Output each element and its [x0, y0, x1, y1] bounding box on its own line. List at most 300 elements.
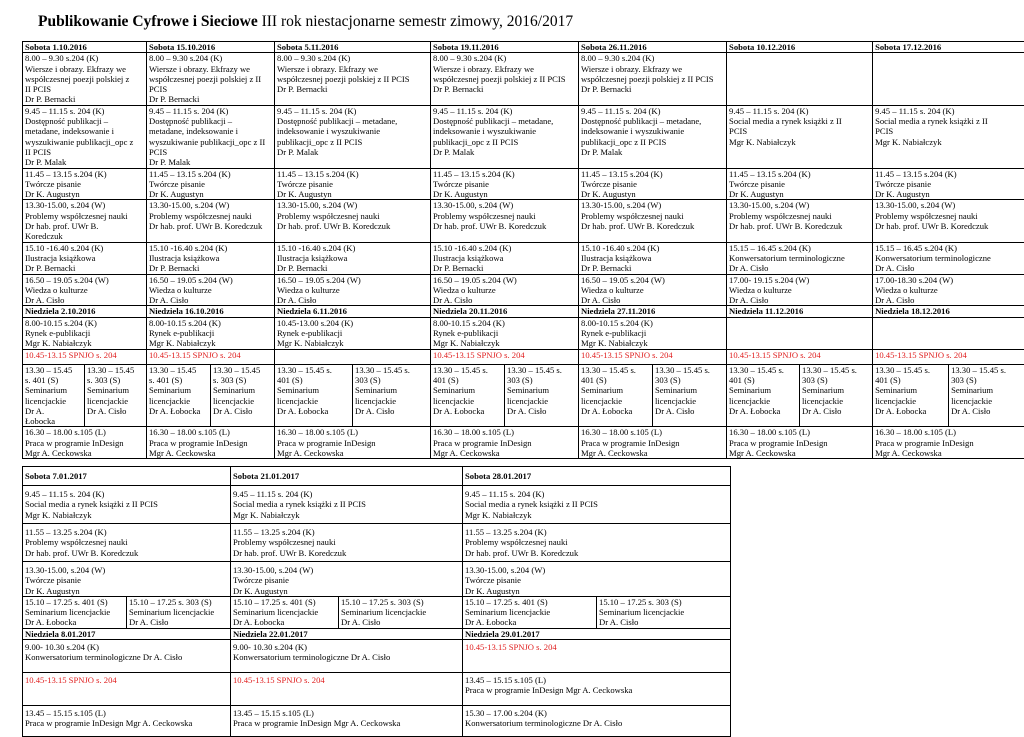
cell-line: 16.50 – 19.05 s.204 (W) [149, 274, 233, 285]
cell-line: Wiersze i obrazy. Ekfrazy we [581, 63, 683, 74]
cell-line: 13.30 – 15.45 s. [277, 364, 332, 375]
class-cell [23, 274, 147, 306]
cell-line: Seminarium [875, 385, 918, 396]
day-heading: Niedziela 11.12.2016 [729, 306, 804, 317]
cell-line: Praca w programie InDesign [25, 437, 124, 448]
cell-line: Dr P. Bernacki [149, 263, 200, 274]
cell-line: Wiedza o kulturze [433, 284, 496, 295]
cell-line: Dr A. Łobocka [233, 617, 285, 628]
class-cell [147, 242, 275, 274]
cell-line: 13.30-15.00, s.204 (W) [149, 200, 230, 211]
cell-line: 8.00 – 9.30 s.204 (K) [25, 53, 99, 64]
cell-line: Dr A. Łobocka [581, 405, 633, 416]
cell-line: Social media a rynek książki z II [729, 116, 842, 127]
day-heading: Niedziela 2.10.2016 [25, 306, 96, 317]
day-heading: Sobota 28.01.2017 [465, 470, 532, 481]
day-header-saturday [463, 467, 731, 486]
class-cell [23, 486, 231, 524]
cell-line: 13.30 – 15.45 [87, 364, 135, 375]
class-cell [23, 200, 147, 242]
cell-line: PCIS [149, 146, 168, 157]
class-cell [23, 673, 231, 706]
class-cell [231, 640, 463, 673]
cell-line: Dr P. Malak [433, 146, 475, 157]
day-heading: Sobota 7.01.2017 [25, 470, 87, 481]
cell-line: Mgr A. Ceckowska [875, 447, 942, 458]
cell-line: Dr hab. prof. UWr B. Koredczuk [465, 547, 579, 558]
class-cell [231, 524, 463, 562]
cell-line: Dr K. Augustyn [149, 189, 204, 200]
day-heading: Sobota 19.11.2016 [433, 42, 499, 52]
cell-line: Dr P. Malak [149, 157, 191, 168]
cell-line: Dr A. Cisło [875, 295, 915, 306]
cell-line: Twórcze pisanie [581, 178, 637, 189]
cell-line: publikacji_opc z II PCIS [277, 136, 363, 147]
class-cell [231, 673, 463, 706]
cell-line: Ilustracja książkowa [277, 252, 348, 263]
cell-line: Dr hab. prof. UWr B. Koredczuk [149, 221, 263, 232]
cell-line: Konwersatorium terminologiczne Dr A. Cisło [465, 718, 623, 729]
spnjo-cell [579, 349, 727, 364]
cell-line: 13.30 – 15.45 s. [355, 364, 410, 375]
cell-line: Dr A. Cisło [149, 295, 189, 306]
cell-line: 9.45 – 11.15 s. 204 (K) [433, 105, 513, 116]
cell-line: 13.30 – 15.45 s. [802, 364, 857, 375]
cell-line: Problemy współczesnej nauki [25, 537, 128, 548]
cell-line: Dr P. Bernacki [149, 94, 200, 105]
cell-line: Konwersatorium terminologiczne [875, 252, 991, 263]
cell-line: Mgr A. Ceckowska [25, 447, 92, 458]
class-cell [873, 427, 1024, 459]
cell-line: Konwersatorium terminologiczne [729, 252, 845, 263]
cell-line: 303 (S) [507, 374, 533, 385]
cell-line: Dr P. Bernacki [433, 84, 484, 95]
class-cell [23, 562, 231, 597]
seminar-cell [727, 364, 800, 427]
cell-line: PCIS [875, 126, 894, 137]
class-cell [873, 200, 1024, 242]
title-rest: III rok niestacjonarne semestr zimowy, 2016/2017 [257, 13, 574, 30]
cell-line: 15.10 -16.40 s.204 (K) [25, 242, 104, 253]
cell-line: metadane, indeksowanie i [25, 126, 115, 137]
cell-line: Twórcze pisanie [875, 178, 932, 189]
cell-line: Dr A. Cisło [802, 405, 842, 416]
cell-line: Dr K. Augustyn [25, 585, 80, 596]
cell-line: 303 (S) [355, 374, 381, 385]
cell-line: 9.45 – 11.15 s. 204 (K) [25, 105, 105, 116]
spnjo-cell [431, 349, 579, 364]
cell-line: Praca w programie InDesign [149, 437, 248, 448]
cell-line: 303 (S) [802, 374, 828, 385]
cell-line: 13.30-15.00, s.204 (W) [581, 200, 662, 211]
cell-line: Seminarium [802, 385, 845, 396]
seminar-cell [127, 596, 231, 628]
cell-line: 15.10 – 17.25 s. 401 (S) [25, 596, 108, 607]
cell-line: Ilustracja książkowa [433, 252, 504, 263]
cell-line: 16.30 – 18.00 s.105 (L) [277, 427, 358, 438]
cell-line: Dr hab. prof. UWr B. Koredczuk [729, 221, 843, 232]
class-cell [275, 168, 431, 200]
cell-line: licencjackie [25, 395, 67, 406]
cell-line: Dr P. Bernacki [581, 263, 632, 274]
cell-line: Dr A. Łobocka [25, 617, 77, 628]
cell-line: Dr K. Augustyn [729, 189, 784, 200]
class-cell [23, 427, 147, 459]
cell-line: Konwersatorium terminologiczne Dr A. Cisło [233, 652, 391, 663]
cell-line: licencjackie [277, 395, 319, 406]
day-header-saturday [873, 42, 1024, 53]
cell-line: Wiedza o kulturze [729, 284, 792, 295]
day-heading: Niedziela 22.01.2017 [233, 628, 308, 639]
cell-line: Dr A. Cisło [87, 405, 127, 416]
seminar-cell [231, 596, 339, 628]
day-header-sunday [23, 306, 147, 317]
cell-line: Wiedza o kulturze [277, 284, 340, 295]
cell-line: Wiersze i obrazy. Ekfrazy we [277, 63, 378, 74]
cell-line: 8.00-10.15 s.204 (K) [25, 317, 97, 328]
cell-line: Dr hab. prof. UWr B. Koredczuk [277, 221, 391, 232]
cell-line: 11.55 – 13.25 s.204 (K) [465, 527, 547, 537]
class-cell [873, 317, 1024, 349]
cell-line: metadane, indeksowanie i [149, 126, 239, 137]
cell-line: 16.50 – 19.05 s.204 (W) [277, 274, 361, 285]
page-title [38, 13, 573, 31]
class-cell [873, 274, 1024, 306]
cell-line: 16.30 – 18.00 s.105 (L) [25, 427, 106, 438]
class-cell [727, 427, 873, 459]
cell-line: Praca w programie InDesign Mgr A. Ceckowska [25, 718, 193, 729]
cell-line: licencjackie [729, 395, 771, 406]
cell-line: Dostępność publikacji – [25, 116, 109, 127]
cell-line: 11.45 – 13.15 s.204 (K) [433, 168, 515, 179]
cell-line: Dr A. Cisło [655, 405, 695, 416]
cell-line: Mgr K. Nabiałczyk [465, 509, 532, 520]
cell-line: 13.30-15.00, s.204 (W) [465, 565, 546, 575]
cell-line: Dr A. Cisło [213, 405, 253, 416]
cell-line: Problemy współczesnej nauki [729, 210, 832, 221]
cell-line: 13.30-15.00, s.204 (W) [25, 200, 106, 211]
cell-line: Dr A. Cisło [277, 295, 317, 306]
cell-line: 10.45-13.15 SPNJO s. 204 [465, 642, 557, 653]
day-header-saturday [579, 42, 727, 53]
day-heading: Niedziela 27.11.2016 [581, 306, 656, 317]
day-header-saturday [23, 467, 231, 486]
class-cell [431, 274, 579, 306]
cell-line: Rynek e-publikacji [25, 328, 91, 339]
class-cell [275, 427, 431, 459]
cell-line: indeksowanie i wyszukiwanie [277, 126, 381, 137]
seminar-cell [949, 364, 1024, 427]
cell-line: Twórcze pisanie [233, 575, 289, 586]
day-heading: Niedziela 16.10.2016 [149, 306, 224, 317]
cell-line: Dr P. Malak [581, 146, 623, 157]
cell-line: współczesnej poezji polskiej z II PCIS [433, 73, 566, 84]
cell-line: Seminarium licencjackie [599, 607, 685, 618]
cell-line: Social media a rynek książki z II [875, 116, 988, 127]
day-header-sunday [275, 306, 431, 317]
seminar-cell [505, 364, 579, 427]
cell-line: Dr A. Cisło [341, 617, 381, 628]
class-cell [147, 168, 275, 200]
class-cell [431, 317, 579, 349]
class-cell [579, 274, 727, 306]
cell-line: 9.45 – 11.15 s. 204 (K) [25, 489, 105, 499]
cell-line: Mgr A. Ceckowska [433, 447, 500, 458]
cell-line: 11.45 – 13.15 s.204 (K) [277, 168, 359, 179]
cell-line: licencjackie [355, 395, 397, 406]
cell-line: Dr A. Łobocka [729, 405, 781, 416]
cell-line: Seminarium [149, 385, 192, 396]
cell-line: 16.30 – 18.00 s.105 (L) [581, 427, 662, 438]
class-cell [463, 562, 731, 597]
cell-line: współczesnej poezji polskiej z II PCIS [277, 73, 410, 84]
cell-line: Dr hab. prof. UWr B. [25, 221, 99, 232]
cell-line: Dostępność publikacji – metadane, [277, 116, 398, 127]
class-cell [23, 640, 231, 673]
cell-line: Mgr A. Ceckowska [277, 447, 344, 458]
seminar-cell [211, 364, 275, 427]
cell-line: 13.30 – 15.45 [213, 364, 261, 375]
cell-line: 9.45 – 11.15 s. 204 (K) [729, 105, 809, 116]
cell-line: Seminarium licencjackie [233, 607, 319, 618]
cell-line: Dr hab. prof. UWr B. Koredczuk [233, 547, 347, 558]
cell-line: 9.45 – 11.15 s. 204 (K) [465, 489, 545, 499]
cell-line: Wiersze i obrazy. Ekfrazy we [25, 63, 126, 74]
class-cell [431, 427, 579, 459]
cell-line: 9.45 – 11.15 s. 204 (K) [149, 105, 229, 116]
cell-line: Wiedza o kulturze [25, 284, 88, 295]
cell-line: współczesnej poezji polskiej z [25, 73, 130, 84]
day-header-saturday [231, 467, 463, 486]
cell-line: Rynek e-publikacji [149, 328, 215, 339]
cell-line: 16.30 – 18.00 s.105 (L) [729, 427, 810, 438]
cell-line: Mgr K. Nabiałczyk [149, 338, 216, 349]
cell-line: licencjackie [875, 395, 917, 406]
cell-line: Dr A. Cisło [875, 263, 915, 274]
cell-line: Wiersze i obrazy. Ekfrazy we [433, 63, 534, 74]
class-cell [431, 200, 579, 242]
cell-line: Mgr A. Ceckowska [729, 447, 796, 458]
cell-line: Mgr K. Nabiałczyk [581, 338, 648, 349]
day-heading: Niedziela 18.12.2016 [875, 306, 950, 317]
cell-line: Dr A. Łobocka [875, 405, 927, 416]
cell-line: 11.55 – 13.25 s.204 (K) [233, 527, 315, 537]
cell-line: 11.45 – 13.15 s.204 (K) [581, 168, 663, 179]
cell-line: 401 (S) [729, 374, 755, 385]
cell-line: Dr hab. prof. UWr B. Koredczuk [875, 221, 989, 232]
cell-line: publikacji_opc z II PCIS [581, 136, 667, 147]
cell-line: Dr K. Augustyn [233, 585, 288, 596]
cell-line: Mgr K. Nabiałczyk [729, 136, 796, 147]
cell-line: 13.45 – 15.15 s.105 (L) [233, 708, 314, 719]
cell-line: 13.30-15.00, s.204 (W) [25, 565, 106, 575]
cell-line: Dr P. Malak [277, 146, 319, 157]
seminar-cell [23, 596, 127, 628]
cell-line: Social media a rynek książki z II PCIS [233, 499, 366, 510]
cell-line: licencjackie [433, 395, 475, 406]
cell-line: Seminarium [507, 385, 550, 396]
cell-line: 13.30-15.00, s.204 (W) [875, 200, 956, 211]
cell-line: Koredczuk [25, 231, 63, 242]
day-header-sunday [147, 306, 275, 317]
seminar-cell [147, 364, 211, 427]
cell-line: licencjackie [581, 395, 623, 406]
class-cell [873, 53, 1024, 105]
spnjo-text: 10.45-13.15 SPNJO s. 204 [581, 349, 673, 360]
day-heading: Niedziela 20.11.2016 [433, 306, 508, 317]
cell-line: 15.10 – 17.25 s. 401 (S) [233, 596, 316, 607]
cell-line: Dr P. Bernacki [25, 94, 76, 105]
cell-line: 15.10 -16.40 s.204 (K) [149, 242, 228, 253]
class-cell [579, 53, 727, 105]
day-heading: Niedziela 8.01.2017 [25, 628, 96, 639]
spnjo-cell [147, 349, 275, 364]
cell-line: Dr K. Augustyn [465, 585, 520, 596]
cell-line: 9.45 – 11.15 s. 204 (K) [875, 105, 955, 116]
cell-line: 16.50 – 19.05 s.204 (W) [433, 274, 517, 285]
cell-line: Problemy współczesnej nauki [465, 537, 568, 548]
cell-line: Seminarium [655, 385, 698, 396]
cell-line: Dr P. Bernacki [433, 263, 484, 274]
cell-line: 9.45 – 11.15 s. 204 (K) [277, 105, 357, 116]
cell-line: 15.10 – 17.25 s. 303 (S) [341, 596, 424, 607]
spnjo-text: 10.45-13.15 SPNJO s. 204 [875, 349, 967, 360]
cell-line: Problemy współczesnej nauki [875, 210, 978, 221]
spnjo-cell [23, 349, 147, 364]
cell-line: 8.00 – 9.30 s.204 (K) [277, 53, 351, 64]
class-cell [463, 673, 731, 706]
cell-line: 401 (S) [875, 374, 901, 385]
class-cell [579, 168, 727, 200]
cell-line: Mgr K. Nabiałczyk [875, 136, 942, 147]
cell-line: Dr K. Augustyn [25, 189, 80, 200]
cell-line: 13.30 – 15.45 [25, 364, 73, 375]
cell-line: Mgr A. Ceckowska [581, 447, 648, 458]
class-cell [873, 168, 1024, 200]
cell-line: Wiedza o kulturze [149, 284, 212, 295]
cell-line: Seminarium licencjackie [341, 607, 427, 618]
cell-line: Problemy współczesnej nauki [25, 210, 128, 221]
class-cell [579, 242, 727, 274]
cell-line: 8.00-10.15 s.204 (K) [581, 317, 653, 328]
cell-line: Dr P. Bernacki [277, 84, 328, 95]
cell-line: Dr K. Augustyn [581, 189, 636, 200]
seminar-cell [431, 364, 505, 427]
day-header-sunday [463, 628, 731, 639]
cell-line: Ilustracja książkowa [581, 252, 652, 263]
cell-line: licencjackie [655, 395, 697, 406]
seminar-cell [275, 364, 353, 427]
cell-line: 15.30 – 17.00 s.204 (K) [465, 708, 547, 719]
class-cell [275, 274, 431, 306]
cell-line: Praca w programie InDesign [875, 437, 974, 448]
cell-line: licencjackie [87, 395, 129, 406]
class-cell [579, 200, 727, 242]
cell-line: wyszukiwanie publikacji_opc z II [149, 136, 266, 147]
cell-line: Dr A. Cisło [729, 263, 769, 274]
class-cell [727, 274, 873, 306]
cell-line: Twórcze pisanie [25, 178, 81, 189]
schedule-table-autumn [22, 41, 1024, 459]
class-cell [23, 105, 147, 168]
cell-line: 8.00-10.15 s.204 (K) [433, 317, 505, 328]
class-cell [275, 317, 431, 349]
class-cell [23, 53, 147, 105]
cell-line: Wiersze i obrazy. Ekfrazy we [149, 63, 250, 74]
class-cell [463, 640, 731, 673]
day-heading: Niedziela 6.11.2016 [277, 306, 347, 317]
class-cell [579, 105, 727, 168]
seminar-cell [85, 364, 147, 427]
class-cell [463, 486, 731, 524]
cell-line: Seminarium [355, 385, 398, 396]
class-cell [147, 427, 275, 459]
day-header-sunday [873, 306, 1024, 317]
day-header-sunday [431, 306, 579, 317]
cell-line: 15.10 – 17.25 s. 303 (S) [129, 596, 212, 607]
class-cell [147, 274, 275, 306]
day-header-saturday [23, 42, 147, 53]
cell-line: Dr K. Augustyn [433, 189, 488, 200]
cell-line: Seminarium [729, 385, 772, 396]
seminar-cell [653, 364, 727, 427]
cell-line: Dr hab. prof. UWr B. Koredczuk [581, 221, 695, 232]
cell-line: licencjackie [507, 395, 549, 406]
cell-line: 15.10 – 17.25 s. 303 (S) [599, 596, 682, 607]
cell-line: Twórcze pisanie [433, 178, 489, 189]
cell-line: Praca w programie InDesign [433, 437, 532, 448]
cell-line: 13.30 – 15.45 s. [875, 364, 930, 375]
cell-line: Praca w programie InDesign Mgr A. Ceckowska [465, 685, 633, 696]
cell-line: 17.00- 19.15 s.204 (W) [729, 274, 810, 285]
cell-line: s. 303 (S) [213, 374, 247, 385]
class-cell [727, 242, 873, 274]
cell-line: PCIS [729, 126, 748, 137]
cell-line: 15.15 – 16.45 s.204 (K) [875, 242, 957, 253]
cell-line: 11.45 – 13.15 s.204 (K) [875, 168, 957, 179]
class-cell [727, 200, 873, 242]
cell-line: Wiedza o kulturze [875, 284, 938, 295]
cell-line: Dr A. Cisło [599, 617, 639, 628]
cell-line: 16.30 – 18.00 s.105 (L) [433, 427, 514, 438]
cell-line: Social media a rynek książki z II PCIS [465, 499, 598, 510]
seminar-cell [463, 596, 597, 628]
seminar-cell [873, 364, 949, 427]
day-heading: Sobota 26.11.2016 [581, 42, 647, 52]
class-cell [431, 53, 579, 105]
cell-line: 16.50 – 19.05 s.204 (W) [25, 274, 109, 285]
cell-line: 13.30-15.00, s.204 (W) [433, 200, 514, 211]
cell-line: licencjackie [951, 395, 993, 406]
cell-line: Seminarium licencjackie [25, 607, 111, 618]
cell-line: 13.30 – 15.45 s. [507, 364, 562, 375]
cell-line: 303 (S) [951, 374, 977, 385]
class-cell [147, 53, 275, 105]
cell-line: 13.45 – 15.15 s.105 (L) [465, 675, 546, 686]
cell-line: Praca w programie InDesign [277, 437, 376, 448]
cell-line: Dr hab. prof. UWr B. Koredczuk [433, 221, 547, 232]
cell-line: Rynek e-publikacji [277, 328, 343, 339]
cell-line: współczesnej poezji polskiej z II [149, 73, 262, 84]
seminar-cell [353, 364, 431, 427]
cell-line: 303 (S) [655, 374, 681, 385]
cell-line: Dr K. Augustyn [277, 189, 332, 200]
cell-line: Dr K. Augustyn [875, 189, 930, 200]
cell-line: Social media a rynek książki z II PCIS [25, 499, 158, 510]
cell-line: Dr A. Cisło [129, 617, 169, 628]
day-header-saturday [275, 42, 431, 53]
class-cell [23, 524, 231, 562]
